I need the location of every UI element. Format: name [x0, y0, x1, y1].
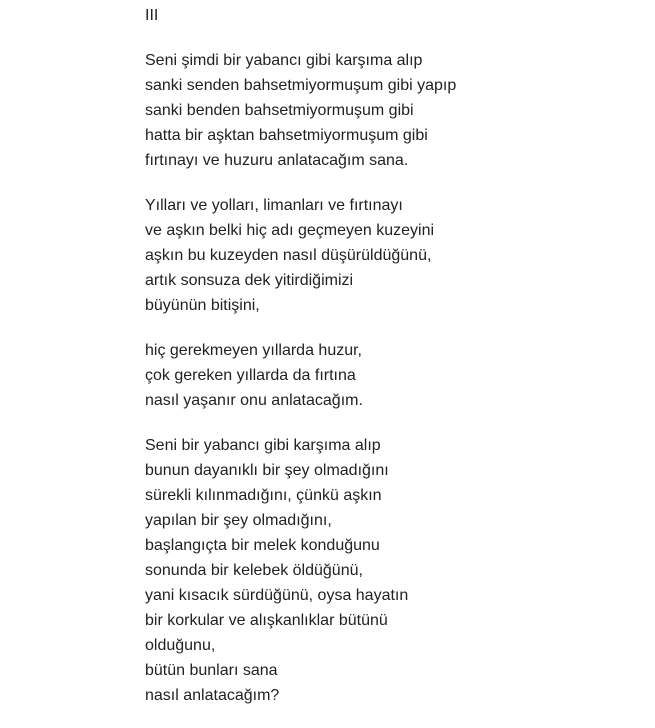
poem-line: artık sonsuza dek yitirdiğimizi	[145, 272, 354, 289]
stanza-1	[145, 48, 635, 173]
stanza-2	[145, 193, 635, 318]
stanza-3	[145, 338, 635, 413]
poem-line: yani kısacık sürdüğünü, oysa hayatın	[145, 587, 409, 604]
poem-line: olduğunu,	[145, 637, 216, 654]
poem-line: nasıl yaşanır onu anlatacağım.	[145, 392, 363, 409]
poem-line: büyünün bitişini,	[145, 297, 260, 314]
section-number: III	[145, 7, 159, 24]
poem-line: nasıl anlatacağım?	[145, 687, 280, 704]
poem-line: çok gereken yıllarda da fırtına	[145, 367, 356, 384]
poem-line: fırtınayı ve huzuru anlatacağım sana.	[145, 152, 409, 169]
poem-line: Yılları ve yolları, limanları ve fırtınayı	[145, 197, 403, 214]
poem-line: bunun dayanıklı bir şey olmadığını	[145, 462, 389, 479]
poem-line: sanki benden bahsetmiyormuşum gibi	[145, 102, 414, 119]
poem-line: bir korkular ve alışkanlıklar bütünü	[145, 612, 388, 629]
poem-line: ve aşkın belki hiç adı geçmeyen kuzeyini	[145, 222, 435, 239]
stanza-4	[145, 433, 635, 708]
poem-line: sanki senden bahsetmiyormuşum gibi yapıp	[145, 77, 457, 94]
poem-line: başlangıçta bir melek konduğunu	[145, 537, 380, 554]
poem-line: aşkın bu kuzeyden nasıl düşürüldüğünü,	[145, 247, 432, 264]
poem-line: sürekli kılınmadığını, çünkü aşkın	[145, 487, 382, 504]
poem-line: Seni bir yabancı gibi karşıma alıp	[145, 437, 381, 454]
poem-line: bütün bunları sana	[145, 662, 278, 679]
poem-line: sonunda bir kelebek öldüğünü,	[145, 562, 363, 579]
poem-line: hiç gerekmeyen yıllarda huzur,	[145, 342, 362, 359]
poem-line: hatta bir aşktan bahsetmiyormuşum gibi	[145, 127, 428, 144]
poem	[145, 3, 635, 728]
poem-line: yapılan bir şey olmadığını,	[145, 512, 332, 529]
poem-line: Seni şimdi bir yabancı gibi karşıma alıp	[145, 52, 423, 69]
